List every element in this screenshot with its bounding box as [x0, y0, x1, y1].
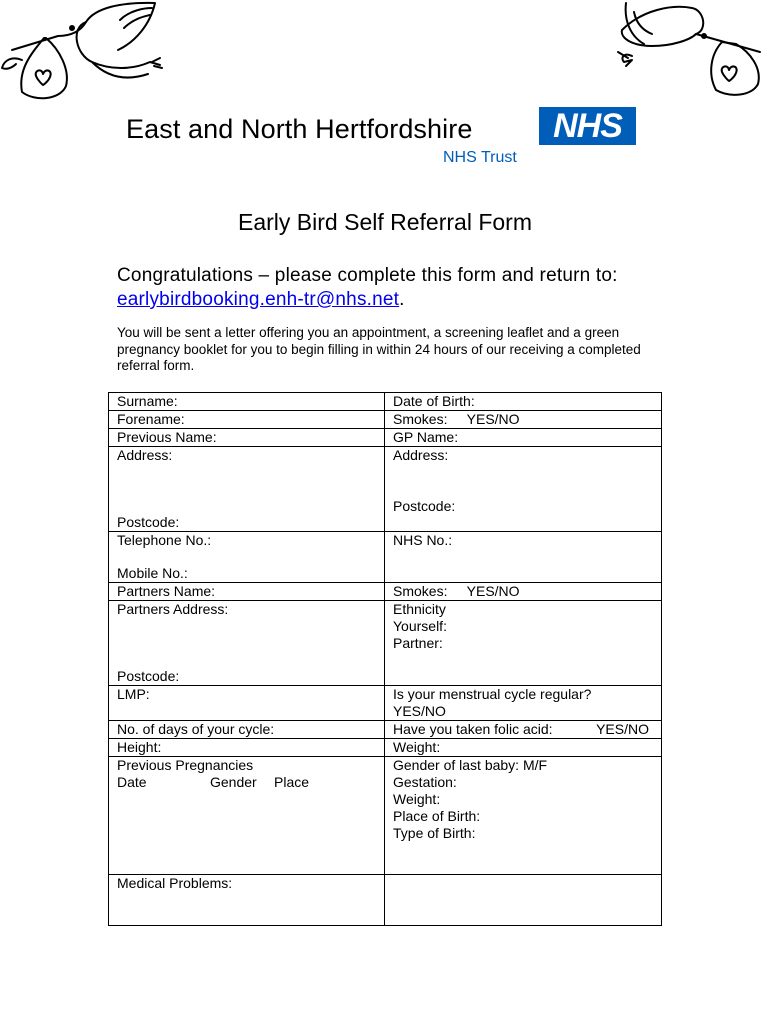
previous-pregnancies-label: Previous Pregnancies — [117, 757, 254, 773]
place-of-birth-label: Place of Birth: — [393, 808, 481, 824]
partners-name-field[interactable]: Partners Name: — [109, 583, 385, 601]
intro-line: Congratulations – please complete this form and return to: — [117, 265, 618, 286]
telephone-field[interactable] — [109, 532, 385, 583]
folic-acid-field[interactable] — [385, 721, 662, 739]
gp-address-field[interactable] — [385, 447, 662, 532]
previous-pregnancies-field[interactable] — [109, 757, 385, 875]
folic-acid-yesno: YES/NO — [596, 721, 649, 737]
medical-problems-field[interactable]: Medical Problems: — [109, 875, 385, 926]
table-row — [109, 757, 662, 875]
previous-name-field[interactable]: Previous Name: — [109, 429, 385, 447]
gender-last-baby-label: Gender of last baby: M/F — [393, 757, 548, 773]
table-row — [109, 686, 662, 721]
weight-field[interactable]: Weight: — [385, 739, 662, 757]
partners-address-field[interactable] — [109, 601, 385, 686]
partners-address-label: Partners Address: — [117, 601, 229, 617]
table-row — [109, 721, 662, 739]
address-field[interactable] — [109, 447, 385, 532]
cycle-days-field[interactable]: No. of days of your cycle: — [109, 721, 385, 739]
height-field[interactable]: Height: — [109, 739, 385, 757]
organisation-name: East and North Hertfordshire — [126, 114, 473, 144]
partners-postcode-label: Postcode: — [117, 668, 180, 684]
partner-smokes-field[interactable]: Smokes: YES/NO — [385, 583, 662, 601]
form-title: Early Bird Self Referral Form — [238, 209, 532, 235]
smokes-field[interactable]: Smokes: YES/NO — [385, 411, 662, 429]
dob-field[interactable]: Date of Birth: — [385, 393, 662, 411]
table-row — [109, 739, 662, 757]
address-label: Address: — [117, 447, 173, 463]
pp-place-label: Place — [274, 774, 310, 790]
nhs-logo: NHS — [539, 107, 636, 145]
partner-label: Partner: — [393, 635, 443, 651]
yourself-label: Yourself: — [393, 618, 447, 634]
table-row — [109, 601, 662, 686]
gp-address-label: Address: — [393, 447, 449, 463]
surname-field[interactable]: Surname: — [109, 393, 385, 411]
lmp-field[interactable]: LMP: — [109, 686, 385, 721]
last-baby-field[interactable] — [385, 757, 662, 875]
email-link[interactable]: earlybirdbooking.enh-tr@nhs.net — [117, 289, 400, 310]
folic-acid-label: Have you taken folic acid: — [393, 721, 553, 737]
pp-gender-label: Gender — [210, 774, 257, 790]
table-row — [109, 393, 662, 411]
postcode-label: Postcode: — [117, 514, 180, 530]
gp-postcode-label: Postcode: — [393, 498, 456, 514]
ethnicity-field[interactable] — [385, 601, 662, 686]
gestation-label: Gestation: — [393, 774, 457, 790]
baby-weight-label: Weight: — [393, 791, 441, 807]
table-row — [109, 429, 662, 447]
table-row — [109, 447, 662, 532]
cycle-yesno: YES/NO — [393, 703, 446, 719]
forename-field[interactable]: Forename: — [109, 411, 385, 429]
ethnicity-label: Ethnicity — [393, 601, 446, 617]
referral-form-table — [108, 392, 662, 926]
table-row — [109, 411, 662, 429]
type-of-birth-label: Type of Birth: — [393, 825, 476, 841]
telephone-label: Telephone No.: — [117, 532, 212, 548]
gp-name-field[interactable]: GP Name: — [385, 429, 662, 447]
intro-text — [117, 264, 618, 312]
table-row — [109, 583, 662, 601]
stork-illustration-left — [0, 0, 170, 105]
intro-period: . — [399, 289, 405, 310]
medical-problems-value[interactable] — [385, 875, 662, 926]
mobile-label: Mobile No.: — [117, 565, 188, 581]
pp-date-label: Date — [117, 774, 147, 790]
nhs-number-field[interactable]: NHS No.: — [385, 532, 662, 583]
info-note: You will be sent a letter offering you an appointment, a screening leaflet and a green pregnancy booklet for you to begin filling in within 24 hours of our receiving a completed referral form. — [117, 325, 641, 373]
cycle-regular-field[interactable] — [385, 686, 662, 721]
table-row — [109, 875, 662, 926]
cycle-regular-label: Is your menstrual cycle regular? — [393, 686, 592, 702]
nhs-trust-label: NHS Trust — [443, 149, 517, 166]
table-row — [109, 532, 662, 583]
stork-illustration-right — [612, 0, 770, 105]
